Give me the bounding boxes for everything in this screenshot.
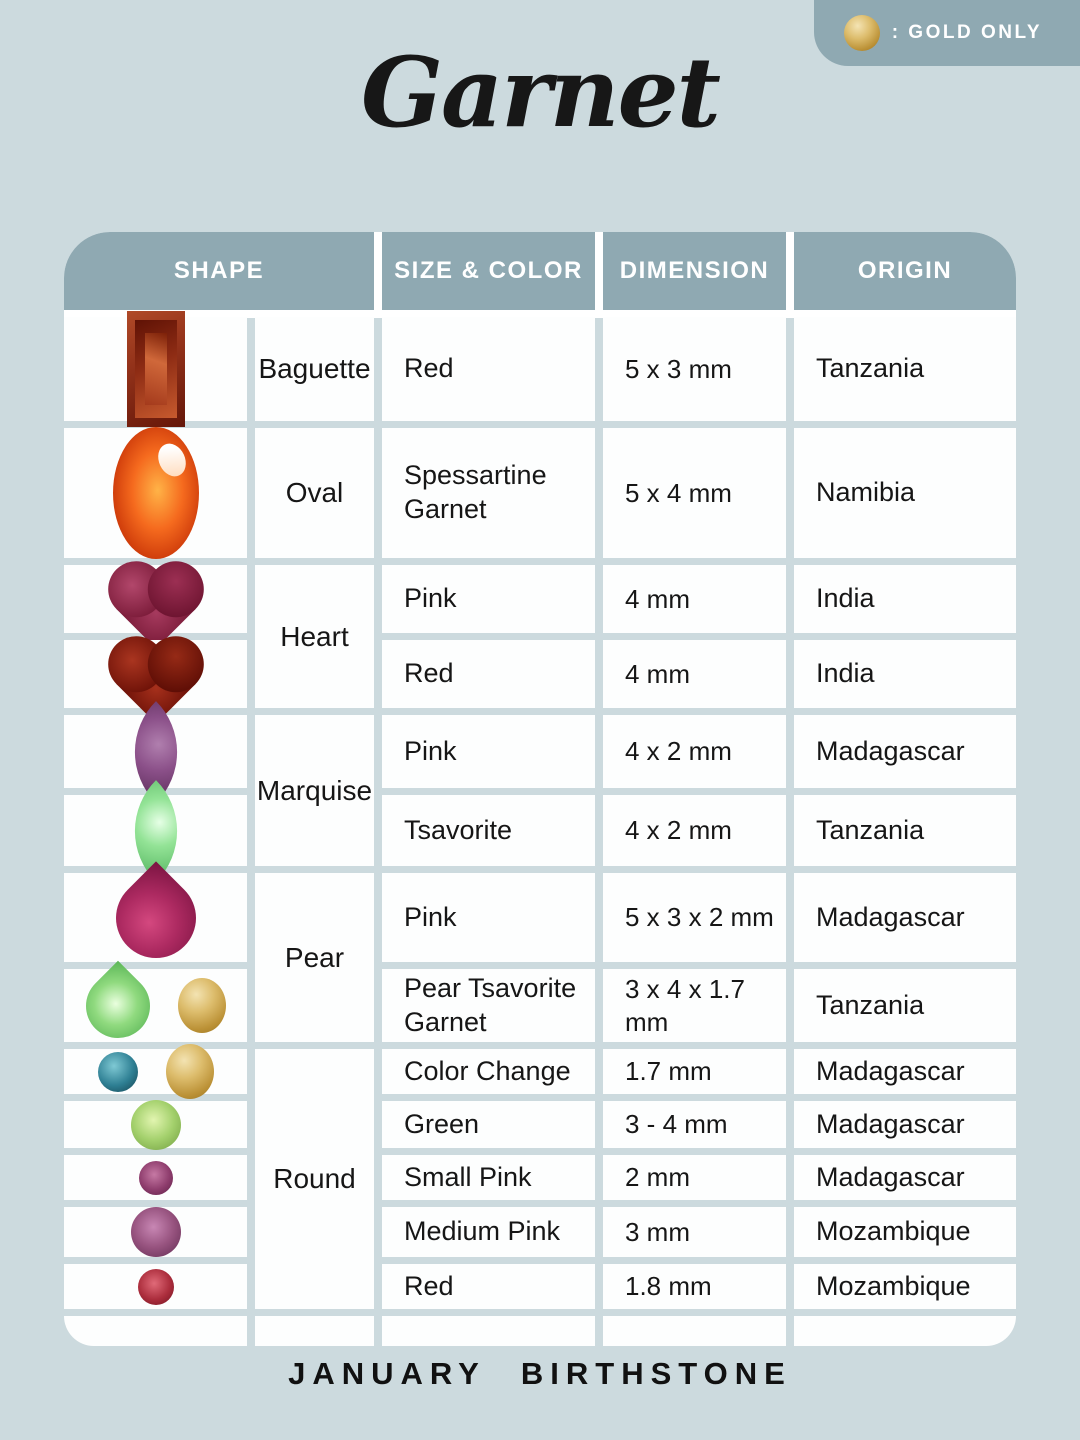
bottom-strip-cell bbox=[603, 1316, 786, 1346]
size-color-cell: Pink bbox=[382, 565, 595, 633]
bottom-strip-cell bbox=[794, 1316, 1016, 1346]
shape-image-cell bbox=[64, 1049, 247, 1094]
dimension-cell: 1.8 mm bbox=[603, 1264, 786, 1309]
size-color-cell: Spessartine Garnet bbox=[382, 428, 595, 558]
dimension-cell: 4 mm bbox=[603, 565, 786, 633]
column-header-origin: ORIGIN bbox=[794, 232, 1016, 310]
origin-cell: India bbox=[794, 565, 1016, 633]
shape-image-cell bbox=[64, 565, 247, 633]
gold-only-dot-icon bbox=[178, 978, 226, 1033]
size-color-cell: Small Pink bbox=[382, 1155, 595, 1200]
size-color-cell: Tsavorite bbox=[382, 795, 595, 866]
shape-image-cell bbox=[64, 317, 247, 421]
pear-pink-gem bbox=[99, 861, 212, 974]
gold-only-label: : GOLD ONLY bbox=[891, 22, 1042, 43]
dimension-cell: 3 mm bbox=[603, 1207, 786, 1257]
page-title: Garnet bbox=[361, 36, 719, 149]
dimension-cell: 4 x 2 mm bbox=[603, 715, 786, 788]
shape-image-cell bbox=[64, 873, 247, 962]
shape-image-cell bbox=[64, 428, 247, 558]
origin-cell: Mozambique bbox=[794, 1264, 1016, 1309]
size-color-cell: Red bbox=[382, 317, 595, 421]
shape-name-cell: Pear bbox=[255, 873, 374, 1042]
footer-title: JANUARY BIRTHSTONE bbox=[288, 1356, 792, 1391]
origin-cell: Madagascar bbox=[794, 1155, 1016, 1200]
oval-spessartine-gem bbox=[113, 427, 199, 559]
column-header-dimension: DIMENSION bbox=[603, 232, 786, 310]
origin-cell: Madagascar bbox=[794, 1101, 1016, 1148]
gem-table bbox=[64, 232, 1016, 1346]
bottom-strip-cell bbox=[382, 1316, 595, 1346]
origin-cell: Tanzania bbox=[794, 795, 1016, 866]
shape-image-cell bbox=[64, 795, 247, 866]
origin-cell: Madagascar bbox=[794, 1049, 1016, 1094]
origin-cell: Mozambique bbox=[794, 1207, 1016, 1257]
shape-name-cell: Heart bbox=[255, 565, 374, 708]
round-color-change-gem bbox=[98, 1052, 138, 1092]
shape-image-cell bbox=[64, 640, 247, 708]
size-color-cell: Pink bbox=[382, 873, 595, 962]
origin-cell: Tanzania bbox=[794, 969, 1016, 1042]
origin-cell: Madagascar bbox=[794, 873, 1016, 962]
shape-image-cell bbox=[64, 1155, 247, 1200]
shape-image-cell bbox=[64, 715, 247, 788]
size-color-cell: Green bbox=[382, 1101, 595, 1148]
size-color-cell: Pink bbox=[382, 715, 595, 788]
shape-image-cell bbox=[64, 1101, 247, 1148]
size-color-cell: Red bbox=[382, 1264, 595, 1309]
dimension-cell: 5 x 3 x 2 mm bbox=[603, 873, 786, 962]
dimension-cell: 4 x 2 mm bbox=[603, 795, 786, 866]
origin-cell: Namibia bbox=[794, 428, 1016, 558]
shape-name-cell: Oval bbox=[255, 428, 374, 558]
size-color-cell: Medium Pink bbox=[382, 1207, 595, 1257]
shape-image-cell bbox=[64, 1207, 247, 1257]
dimension-cell: 4 mm bbox=[603, 640, 786, 708]
pear-tsavorite-gem bbox=[72, 960, 163, 1051]
shape-name-cell: Marquise bbox=[255, 715, 374, 866]
bottom-strip-cell bbox=[255, 1316, 374, 1346]
dimension-cell: 5 x 3 mm bbox=[603, 317, 786, 421]
dimension-cell: 3 x 4 x 1.7 mm bbox=[603, 969, 786, 1042]
size-color-cell: Red bbox=[382, 640, 595, 708]
round-green-gem bbox=[131, 1100, 181, 1150]
baguette-red-gem bbox=[127, 311, 185, 427]
shape-image-cell bbox=[64, 969, 247, 1042]
column-header-size-color: SIZE & COLOR bbox=[382, 232, 595, 310]
origin-cell: Madagascar bbox=[794, 715, 1016, 788]
dimension-cell: 2 mm bbox=[603, 1155, 786, 1200]
shape-name-cell: Round bbox=[255, 1049, 374, 1309]
origin-cell: Tanzania bbox=[794, 317, 1016, 421]
shape-image-cell bbox=[64, 1264, 247, 1309]
gold-only-dot-icon bbox=[166, 1044, 214, 1099]
round-small-pink-gem bbox=[139, 1161, 173, 1195]
round-red-gem bbox=[138, 1269, 174, 1305]
dimension-cell: 3 - 4 mm bbox=[603, 1101, 786, 1148]
origin-cell: India bbox=[794, 640, 1016, 708]
size-color-cell: Color Change bbox=[382, 1049, 595, 1094]
size-color-cell: Pear Tsavorite Garnet bbox=[382, 969, 595, 1042]
shape-name-cell: Baguette bbox=[255, 317, 374, 421]
dimension-cell: 5 x 4 mm bbox=[603, 428, 786, 558]
dimension-cell: 1.7 mm bbox=[603, 1049, 786, 1094]
round-medium-pink-gem bbox=[131, 1207, 181, 1257]
column-header-shape: SHAPE bbox=[64, 232, 374, 310]
bottom-strip-cell bbox=[64, 1316, 247, 1346]
